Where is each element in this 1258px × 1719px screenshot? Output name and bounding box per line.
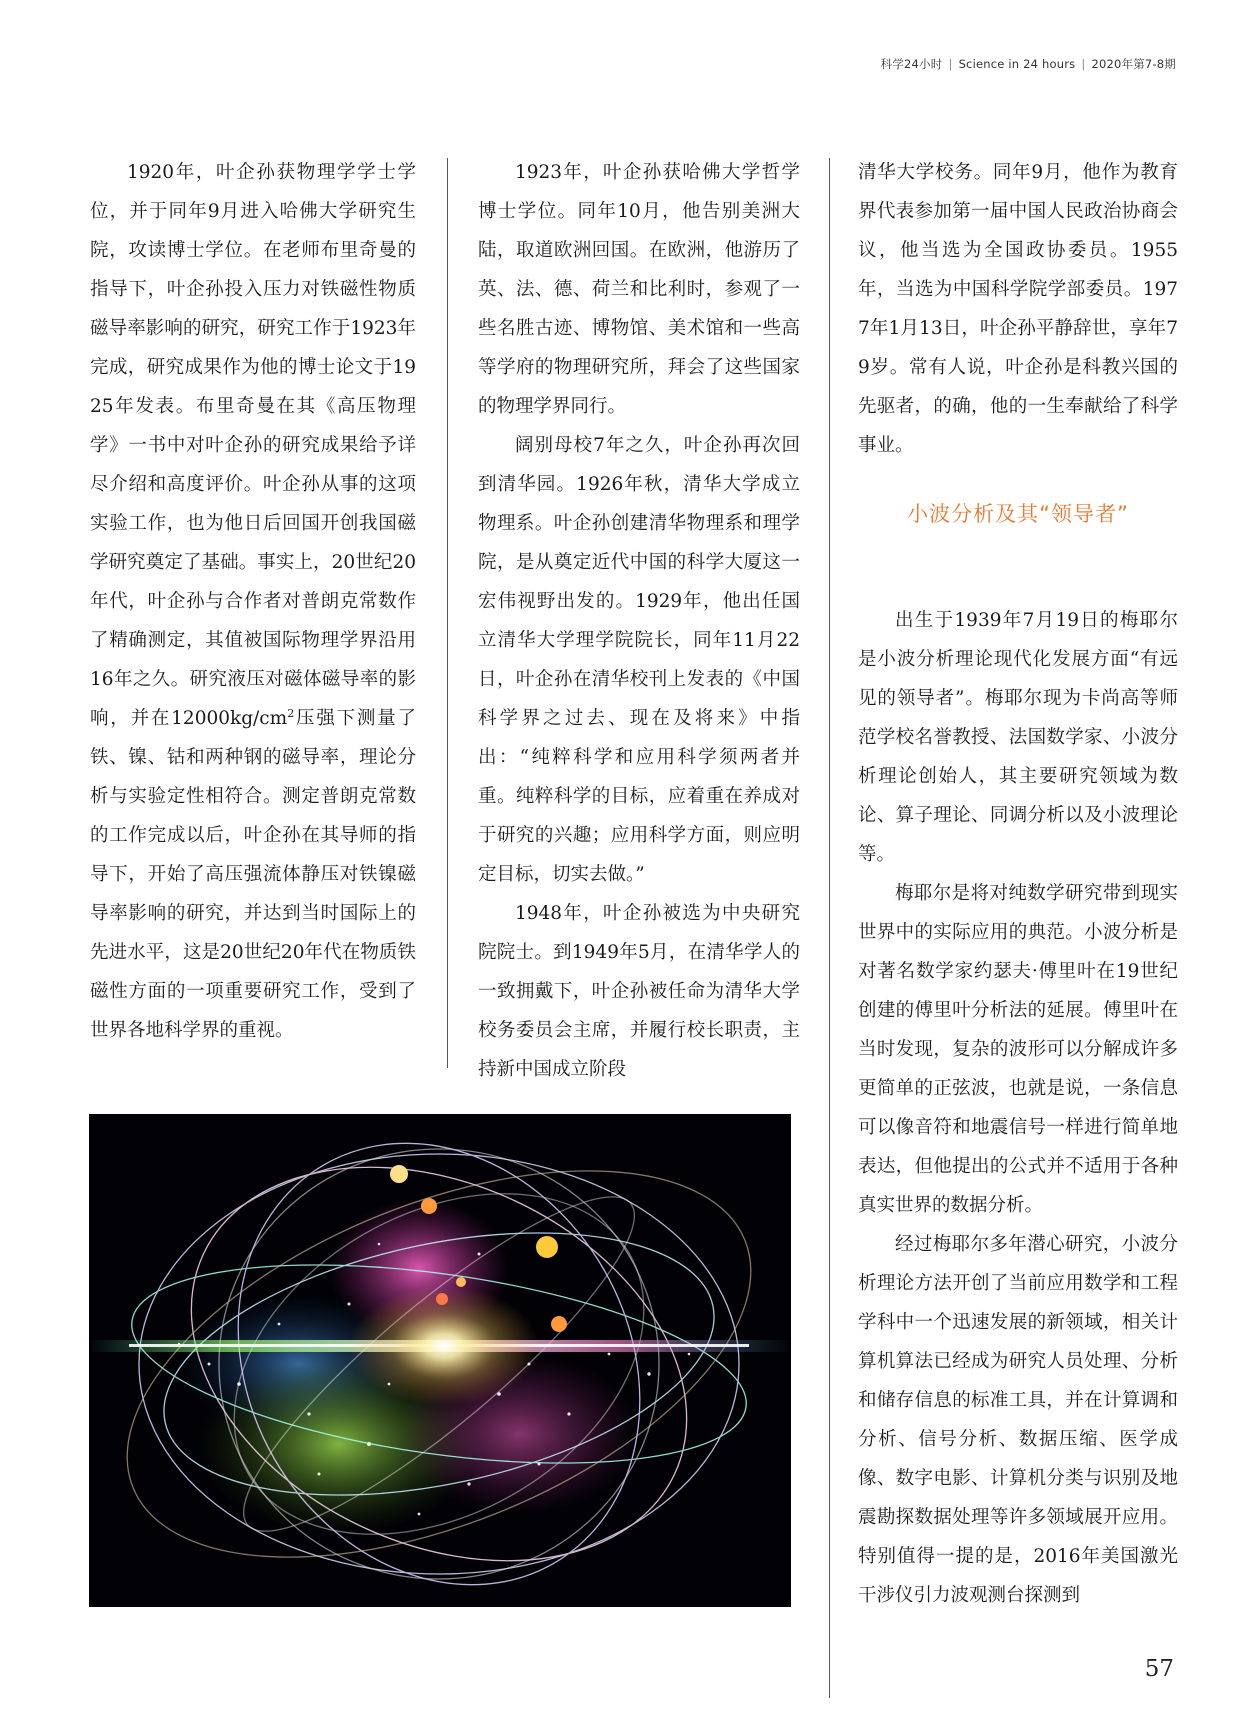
paragraph: 1948年，叶企孙被选为中央研究院院士。到1949年5月，在清华学人的一致拥戴下，叶企孙被任命为清华大学校务委员会主席，并履行校长职责，主持新中国成立阶段: [478, 903, 800, 1080]
paragraph: [90, 153, 416, 1050]
text-column-1: [90, 153, 416, 1050]
issue-number: 2020年第7-8期: [1091, 57, 1176, 71]
paragraph: 阔别母校7年之久，叶企孙再次回到清华园。1926年秋，清华大学成立物理系。叶企孙创建清华物理系和理学院，是从奠定近代中国的科学大厦这一宏伟视野出发的。1929年，他出任国立清华大学理学院院长，同年11月22日，叶企孙在清华校刊上发表的《中国科学界之过去、现在及将来》中指出：“纯粹科学和应用科学须两者并重。纯粹科学的目标，应着重在养成对于研究的兴趣；应用科学方面，则应明定目标，切实去做。”: [478, 435, 800, 885]
paragraph: 经过梅耶尔多年潜心研究，小波分析理论方法开创了当前应用数学和工程学科中一个迅速发展的新领域，相关计算机算法已经成为研究人员处理、分析和储存信息的标准工具，并在计算调和分析、信号分析、数据压缩、医学成像、数字电影、计算机分类与识别及地震勘探数据处理等许多领域展开应用。特别值得一提的是，2016年美国激光干涉仪引力波观测台探测到: [858, 1234, 1178, 1606]
paragraph-text: 压强下测量了铁、镍、钴和两种钢的磁导率，理论分析与实验定性相符合。测定普朗克常数的工作完成以后，叶企孙在其导师的指导下，开始了高压强流体静压对铁镍磁导率影响的研究，并达到当时国际上的先进水平，这是20世纪20年代在物质铁磁性方面的一项重要研究工作，受到了世界各地科学界的重视。: [90, 708, 416, 1041]
paragraph: 梅耶尔是将对纯数学研究带到现实世界中的实际应用的典范。小波分析是对著名数学家约瑟夫·傅里叶在19世纪创建的傅里叶分析法的延展。傅里叶在当时发现，复杂的波形可以分解成许多更简单的正弦波，也就是说，一条信息可以像音符和地震信号一样进行简单地表达，但他提出的公式并不适用于各种真实世界的数据分析。: [858, 883, 1178, 1216]
column-divider: [829, 158, 830, 1698]
page-number: 57: [1144, 1656, 1174, 1682]
section-heading: 小波分析及其“领导者”: [907, 502, 1129, 526]
column-divider: [447, 158, 448, 1068]
magazine-english-title: Science in 24 hours: [958, 57, 1076, 71]
paragraph-text: 1920年，叶企孙获物理学学士学位，并于同年9月进入哈佛大学研究生院，攻读博士学位。在老师布里奇曼的指导下，叶企孙投入压力对铁磁性物质磁导率影响的研究，研究工作于1923年完成，研究成果作为他的博士论文于1925年发表。布里奇曼在其《高压物理学》一书中对叶企孙的研究成果给予详尽介绍和高度评价。叶企孙从事的这项实验工作，也为他日后回国开创我国磁学研究奠定了基础。事实上，20世纪20年代，叶企孙与合作者对普朗克常数作了精确测定，其值被国际物理学界沿用16年之久。研究液压对磁体磁导率的影响，并在12000kg/cm: [90, 162, 416, 729]
text-column-3: [858, 153, 1178, 1615]
superscript: 2: [287, 706, 295, 720]
heading-spacer: [858, 465, 1178, 601]
text-column-2: [478, 153, 800, 1089]
illustration-photo: [89, 1114, 791, 1607]
paragraph: 清华大学校务。同年9月，他作为教育界代表参加第一届中国人民政治协商会议，他当选为全国政协委员。1955年，当选为中国科学院学部委员。1977年1月13日，叶企孙平静辞世，享年79岁。常有人说，叶企孙是科教兴国的先驱者，的确，他的一生奉献给了科学事业。: [858, 162, 1178, 456]
header-separator: |: [1081, 57, 1086, 71]
magazine-name: 科学24小时: [880, 57, 943, 71]
header-separator: |: [948, 57, 953, 71]
paragraph: 出生于1939年7月19日的梅耶尔是小波分析理论现代化发展方面“有远见的领导者”。梅耶尔现为卡尚高等师范学校名誉教授、法国数学家、小波分析理论创始人，其主要研究领域为数论、算子理论、同调分析以及小波理论等。: [858, 610, 1178, 865]
paragraph: 1923年，叶企孙获哈佛大学哲学博士学位。同年10月，他告别美洲大陆，取道欧洲回国。在欧洲，他游历了英、法、德、荷兰和比利时，参观了一些名胜古迹、博物馆、美术馆和一些高等学府的物理研究所，拜会了这些国家的物理学界同行。: [478, 162, 800, 417]
orbit-sphere-graphic: [89, 1114, 791, 1607]
running-header: [881, 56, 1176, 72]
